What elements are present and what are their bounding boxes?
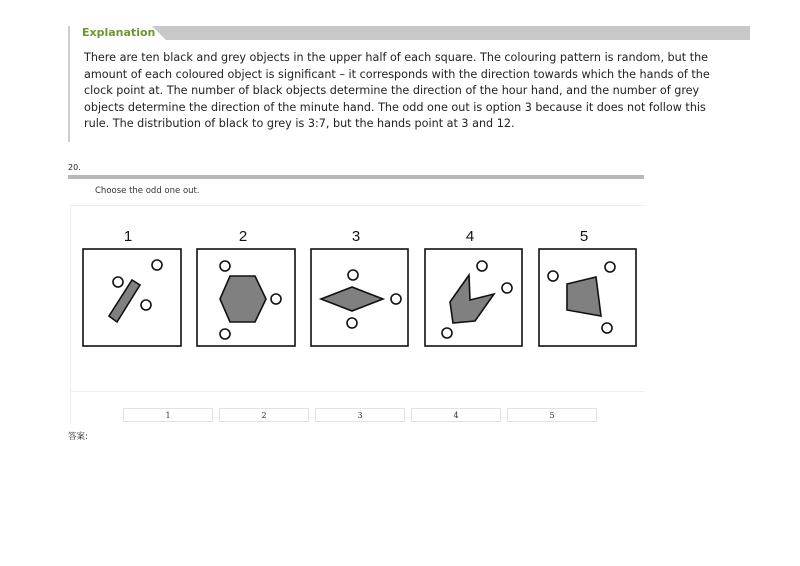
explanation-line: There are ten black and grey objects in the upper half of each square. The colouring pattern is random, but the — [84, 51, 709, 64]
figure-1-circle-a — [113, 277, 123, 287]
explanation-title: Explanation — [82, 26, 156, 39]
figure-3 — [311, 249, 408, 346]
question-instruction: Choose the odd one out. — [95, 186, 200, 196]
figure-5-circle-c — [602, 323, 612, 333]
figure-5 — [539, 249, 636, 346]
figure-label-5: 5 — [579, 228, 589, 245]
option-button-5[interactable]: 5 — [507, 408, 597, 422]
figure-label-3: 3 — [351, 228, 361, 245]
figure-1-circle-b — [152, 260, 162, 270]
explanation-line: clock point at. The number of black objects determine the direction of the hour hand, and the number of grey — [84, 84, 700, 97]
figure-4-frame — [425, 249, 522, 346]
figure-label-1: 1 — [123, 228, 133, 245]
figure-1 — [83, 249, 181, 346]
option-button-3[interactable]: 3 — [315, 408, 405, 422]
figure-4-circle-c — [442, 328, 452, 338]
figure-2-hexagon-shape — [220, 276, 266, 322]
figure-5-trapezoid-shape — [567, 277, 601, 316]
figure-2 — [197, 249, 295, 346]
answer-label: 答案: — [68, 432, 88, 442]
explanation-line: rule. The distribution of black to grey is 3:7, but the hands point at 3 and 12. — [84, 117, 515, 130]
explanation-line: amount of each coloured object is significant – it corresponds with the direction towards which the hands of the — [84, 67, 710, 81]
figure-5-circle-a — [548, 271, 558, 281]
figure-label-2: 2 — [238, 228, 248, 245]
figure-4-circle-a — [477, 261, 487, 271]
figure-label-4: 4 — [465, 228, 475, 245]
figure-2-circle-a — [220, 261, 230, 271]
figure-5-circle-b — [605, 262, 615, 272]
figure-2-circle-c — [220, 329, 230, 339]
figure-2-circle-b — [271, 294, 281, 304]
figure-3-circle-b — [391, 294, 401, 304]
option-button-2[interactable]: 2 — [219, 408, 309, 422]
figure-4-circle-b — [502, 283, 512, 293]
figure-1-circle-c — [141, 300, 151, 310]
explanation-line: objects determine the direction of the minute hand. The odd one out is option 3 because it does not follow this — [84, 100, 706, 114]
figure-3-circle-a — [348, 270, 358, 280]
option-button-4[interactable]: 4 — [411, 408, 501, 422]
figure-4 — [425, 249, 522, 346]
question-number: 20. — [68, 163, 81, 172]
figure-3-circle-c — [347, 318, 357, 328]
option-button-1[interactable]: 1 — [123, 408, 213, 422]
